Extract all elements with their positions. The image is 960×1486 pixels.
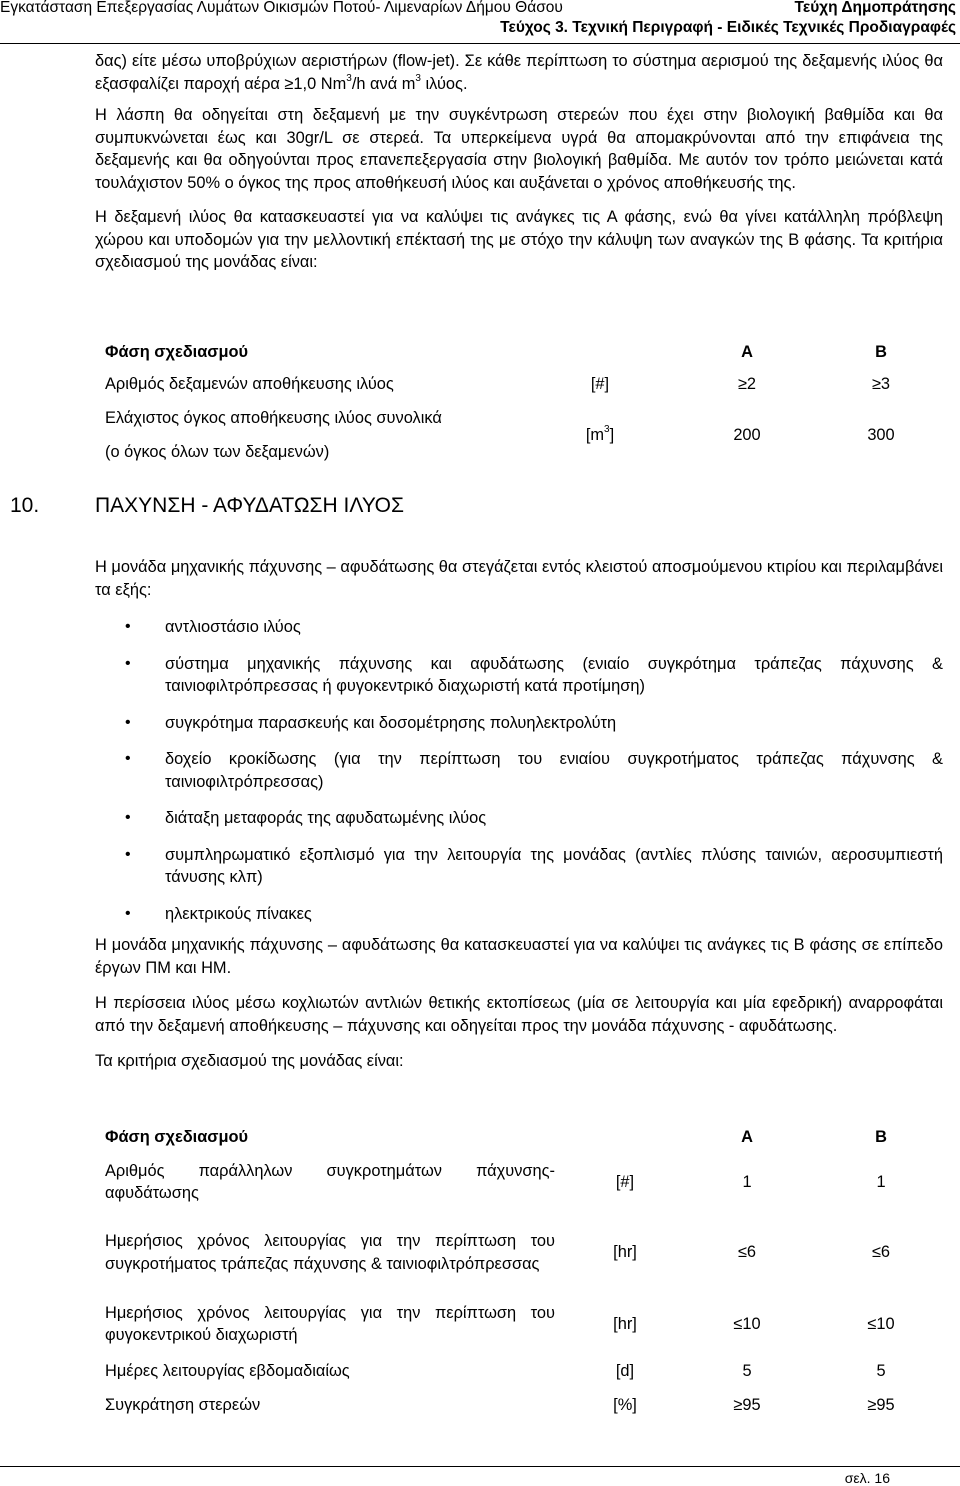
footer-rule bbox=[0, 1466, 960, 1467]
table-row bbox=[95, 1388, 943, 1422]
p1-text-b: /h ανά m bbox=[351, 74, 416, 93]
table1-row1-b: ≥3 bbox=[871, 374, 891, 393]
criteria-table-2 bbox=[95, 1121, 943, 1422]
table2-row1-b: 1 bbox=[876, 1172, 886, 1191]
header-subtitle: Τεύχος 3. Τεχνική Περιγραφή - Ειδικές Τεχνικές Προδιαγραφές bbox=[500, 19, 956, 36]
paragraph-excess-sludge: Η περίσσεια ιλύος μέσω κοχλιωτών αντλιών θετικής εκτοπίσεως (μία σε λειτουργία και μία εφεδρική) αναρροφάται από την δεξαμενή αποθήκευσης – πάχυνσης και οδηγείται προς την μονάδα πάχυνσης - αφυδάτωσης. bbox=[95, 994, 943, 1035]
table2-header-b: Β bbox=[875, 1127, 887, 1146]
header-project-title: Εγκατάσταση Επεξεργασίας Λυμάτων Οικισμών Ποτού- Λιμεναρίων Δήμου Θάσου bbox=[0, 0, 563, 16]
table2-row4-a: 5 bbox=[742, 1361, 752, 1380]
table2-row2-label: Ημερήσιος χρόνος λειτουργίας για την περίπτωση του συγκροτήματος τράπεζας πάχυνσης & ταινιοφιλτρόπρεσσας bbox=[105, 1232, 555, 1273]
table2-row2-b: ≤6 bbox=[871, 1243, 891, 1261]
table2-row1-a: 1 bbox=[742, 1172, 752, 1191]
table2-row3-b: ≤10 bbox=[867, 1314, 895, 1333]
table2-row5-unit: [%] bbox=[613, 1395, 637, 1414]
list-item: • συγκρότημα παρασκευής και δοσομέτρησης πολυηλεκτρολύτη bbox=[125, 713, 617, 732]
table2-row1-label: Αριθμός παράλληλων συγκροτημάτων πάχυνσης-αφυδάτωσης bbox=[105, 1161, 555, 1202]
list-item: • σύστημα μηχανικής πάχυνσης και αφυδάτωσης (ενιαίο συγκρότημα τράπεζας πάχυνσης & ταινιοφιλτρόπρεσσας ή φυγοκεντρικό διαχωριστή κατά προτίμηση) bbox=[125, 654, 943, 695]
table1-row2-label bbox=[95, 400, 515, 470]
table-row bbox=[95, 1211, 943, 1294]
paragraph-thickening-unit: Η μονάδα μηχανικής πάχυνσης – αφυδάτωσης θα στεγάζεται εντός κλειστού αποσμούμενου κτιρίου και περιλαμβάνει τα εξής: bbox=[95, 558, 943, 599]
equipment-list bbox=[95, 616, 943, 925]
paragraph-sludge-thickening: Η λάσπη θα οδηγείται στη δεξαμενή με την συγκέντρωση στερεών που έχει στην βιολογική βαθμίδα και θα συμπυκνώνεται έως και 30gr/L σε στερεά. Τα υπερκείμενα υγρά θα απομακρύνονται από την επιφάνεια της δεξαμενής και θα οδηγούνται προς επανεπεξεργασία στην βιολογική βαθμίδα. Με αυτόν τον τρόπο μειώνεται κατά τουλάχιστον 50% ο όγκος της προς αποθήκευσή ιλύος και αυξάνεται ο χρόνος αποθήκευσής της. bbox=[95, 106, 943, 192]
table2-row3-label: Ημερήσιος χρόνος λειτουργίας για την περίπτωση του φυγοκεντρικού διαχωριστή bbox=[105, 1303, 555, 1344]
p1-sup-1: 3 bbox=[346, 73, 352, 85]
table2-header-a: Α bbox=[741, 1127, 753, 1146]
header-volume-title: Τεύχη Δημοπράτησης bbox=[794, 0, 956, 16]
table2-row4-b: 5 bbox=[876, 1361, 886, 1380]
section-body bbox=[95, 556, 943, 1073]
list-item: • αντλιοστάσιο ιλύος bbox=[125, 618, 301, 636]
table2-row2-unit: [hr] bbox=[613, 1243, 637, 1261]
p1-text-c: ιλύος. bbox=[420, 74, 468, 93]
table2-row4-label: Ημέρες λειτουργίας εβδομαδιαίως bbox=[105, 1361, 350, 1380]
table2-row1-unit: [#] bbox=[615, 1172, 635, 1191]
list-item: • δοχείο κροκίδωσης (για την περίπτωση του ενιαίου συγκροτήματος τράπεζας πάχυνσης & ταινιοφιλτρόπρεσσας) bbox=[125, 750, 943, 791]
table1-row2-label-line1: Ελάχιστος όγκος αποθήκευσης ιλύος συνολικά bbox=[105, 409, 442, 427]
list-item: • συμπληρωματικό εξοπλισμό για την λειτουργία της μονάδας (αντλίες πλύσης ταινιών, αεροσυμπιεστή τάνυσης κλπ) bbox=[125, 845, 943, 886]
table-row bbox=[95, 1294, 943, 1354]
table2-row3-a: ≤10 bbox=[733, 1314, 761, 1333]
section-title: ΠΑΧΥΝΣΗ - ΑΦΥΔΑΤΩΣΗ ΙΛΥΟΣ bbox=[95, 494, 404, 517]
table1-header-row bbox=[95, 336, 943, 368]
paragraph-sludge-tank: Η δεξαμενή ιλύος θα κατασκευαστεί για να καλύψει τις ανάγκες τις Α φάσης, ενώ θα γίνει κατάλληλη πρόβλεψη χώρου και υποδομών για την μελλοντική επέκτασή της με στόχο την κάλυψη των αναγκών της Β φάσης. Τα κριτήρια σχεδιασμού της μονάδας είναι: bbox=[95, 208, 943, 271]
paragraph-aeration bbox=[95, 50, 943, 95]
table1-row1-a: ≥2 bbox=[737, 374, 757, 393]
table2-header-label: Φάση σχεδιασμού bbox=[105, 1127, 249, 1146]
page-header bbox=[0, 0, 960, 44]
table2-row5-b: ≥95 bbox=[867, 1395, 895, 1414]
p1-text-a: δας) είτε μέσω υποβρύχιων αεριστήρων (flow-jet). Σε κάθε περίπτωση το σύστημα αερισμού της δεξαμενής ιλύος θα εξασφαλίζει παροχή αέρα ≥1,0 Nm bbox=[95, 52, 943, 93]
table2-header-row bbox=[95, 1121, 943, 1153]
list-item: • διάταξη μεταφοράς της αφυδατωμένης ιλύος bbox=[125, 809, 487, 827]
table-row bbox=[95, 368, 943, 400]
paragraph-phase-b: Η μονάδα μηχανικής πάχυνσης – αφυδάτωσης θα κατασκευαστεί για να καλύψει τις ανάγκες τις Β φάσης σε επίπεδο έργων ΠΜ και ΗΜ. bbox=[95, 936, 943, 977]
table1-row1-label: Αριθμός δεξαμενών αποθήκευσης ιλύος bbox=[105, 374, 394, 393]
criteria-table-1 bbox=[95, 336, 943, 470]
p1-sup-2: 3 bbox=[415, 73, 421, 85]
table2-row5-label: Συγκράτηση στερεών bbox=[105, 1395, 261, 1414]
table2-row3-unit: [hr] bbox=[613, 1314, 637, 1333]
table-row bbox=[95, 1354, 943, 1388]
table1-row2-a: 200 bbox=[733, 425, 761, 444]
table1-row2-b: 300 bbox=[867, 425, 895, 444]
table2-row2-a: ≤6 bbox=[737, 1243, 757, 1261]
table-row bbox=[95, 400, 943, 470]
table1-header-b: Β bbox=[875, 342, 887, 361]
table2-row5-a: ≥95 bbox=[733, 1395, 761, 1414]
table1-row1-unit: [#] bbox=[590, 374, 610, 393]
table1-row2-label-line2: (ο όγκος όλων των δεξαμενών) bbox=[105, 443, 330, 461]
table1-row2-unit: $[m^3]$ bbox=[585, 424, 615, 444]
list-item: • ηλεκτρικούς πίνακες bbox=[125, 904, 312, 923]
section-number: 10. bbox=[10, 494, 40, 517]
document-body bbox=[95, 50, 943, 274]
table-row bbox=[95, 1153, 943, 1211]
table1-header-label: Φάση σχεδιασμού bbox=[105, 342, 249, 361]
table2-row4-unit: [d] bbox=[615, 1361, 635, 1380]
header-rule bbox=[0, 43, 960, 44]
table1-header-a: Α bbox=[741, 342, 753, 361]
page-number: σελ. 16 bbox=[844, 1470, 890, 1486]
paragraph-criteria-intro: Τα κριτήρια σχεδιασμού της μονάδας είναι: bbox=[95, 1052, 404, 1070]
